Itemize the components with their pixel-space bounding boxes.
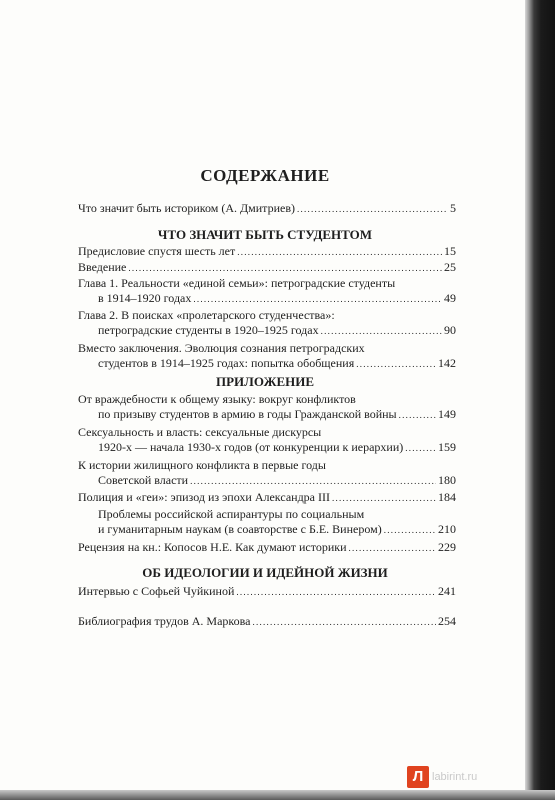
toc-entry-text: Введение [78,260,127,274]
toc-entry-text: Глава 2. В поисках «пролетарского студенчества»: [78,308,335,322]
toc-entry [78,276,456,307]
toc-page-number: 184 [438,490,456,504]
toc-entry [78,425,456,456]
toc-page-number: 210 [438,522,456,536]
leader-dots [190,473,436,489]
toc-entry [78,458,456,489]
toc-entry [78,308,456,339]
toc-entry-text: Глава 1. Реальности «единой семьи»: петроградские студенты [78,276,396,290]
leader-dots [237,244,442,260]
toc-entry-intro [78,201,456,217]
toc-entry-text: От враждебности к общему языку: вокруг конфликтов [78,392,356,406]
toc-entry-text: Проблемы российской аспирантуры по социальным [98,507,365,521]
toc-entry-text: петроградские студенты в 1920–1925 годах [98,323,319,337]
leader-dots [399,407,436,423]
toc-entry [78,507,456,538]
toc-entry [78,392,456,423]
toc-entry-text: Интервью с Софьей Чуйкиной [78,584,235,598]
book-spine-edge [525,0,555,800]
toc-entry-text: Сексуальность и власть: сексуальные дискурсы [78,425,322,439]
toc-entry [78,540,456,556]
toc-page-number: 159 [438,440,456,454]
toc-entry-text: в 1914–1920 годах [98,291,192,305]
leader-dots [384,522,436,538]
toc-entry [78,490,456,506]
leader-dots [349,540,437,556]
toc-entry-text: по призыву студентов в армию в годы Гражданской войны [98,407,397,421]
leader-dots [236,584,436,600]
toc-entry-text: Полиция и «геи»: эпизод из эпохи Александра III [78,490,330,504]
toc-entry-text: Предисловие спустя шесть лет [78,244,236,258]
toc-entry [78,341,456,372]
toc-page-number: 49 [444,291,456,305]
toc-entry-text: студентов в 1914–1925 годах: попытка обобщения [98,356,355,370]
leader-dots [332,490,436,506]
toc-page-number: 229 [438,540,456,554]
toc-entry-text: Советской власти [98,473,189,487]
section-heading-ideology: ОБ ИДЕОЛОГИИ И ИДЕЙНОЙ ЖИЗНИ [142,565,388,580]
toc-page-number: 142 [438,356,456,370]
leader-dots [356,356,436,372]
section-heading-appendix: ПРИЛОЖЕНИЕ [215,374,315,389]
toc-entry-text: 1920-х — начала 1930-х годов (от конкуренции к иерархии) [98,440,404,454]
leader-dots [128,260,442,276]
watermark-domain: labirint.ru [432,771,478,783]
toc-page-number: 254 [438,614,456,628]
leader-dots [405,440,436,456]
toc-page-number: 15 [444,244,456,258]
toc-entry [78,260,456,276]
page-title: СОДЕРЖАНИЕ [200,166,330,185]
watermark-letter: Л [412,768,424,785]
toc-page-number: 241 [438,584,456,598]
leader-dots [193,291,442,307]
leader-dots [252,614,436,630]
leader-dots [297,201,448,217]
toc-entry-text: Библиография трудов А. Маркова [78,614,251,628]
toc-entry-text: К истории жилищного конфликта в первые годы [78,458,326,472]
toc-page-number: 5 [450,201,456,215]
toc-page-number: 90 [444,323,456,337]
leader-dots [321,323,442,339]
toc-entry-text: Вместо заключения. Эволюция сознания петроградских [78,341,365,355]
section-heading-student: ЧТО ЗНАЧИТ БЫТЬ СТУДЕНТОМ [157,227,373,242]
toc-page-number: 149 [438,407,456,421]
page-bottom-edge [0,790,555,800]
toc-page-number: 180 [438,473,456,487]
toc-entry-text: Что значит быть историком (А. Дмитриев) [78,201,295,215]
toc-entry [78,584,456,600]
toc-entry-bibliography [78,614,456,630]
toc-page-number: 25 [444,260,456,274]
toc-entry-text: Рецензия на кн.: Копосов Н.Е. Как думают историки [78,540,347,554]
toc-entry [78,244,456,260]
toc-entry-text: и гуманитарным наукам (в соавторстве с Б.Е. Винером) [98,522,382,536]
